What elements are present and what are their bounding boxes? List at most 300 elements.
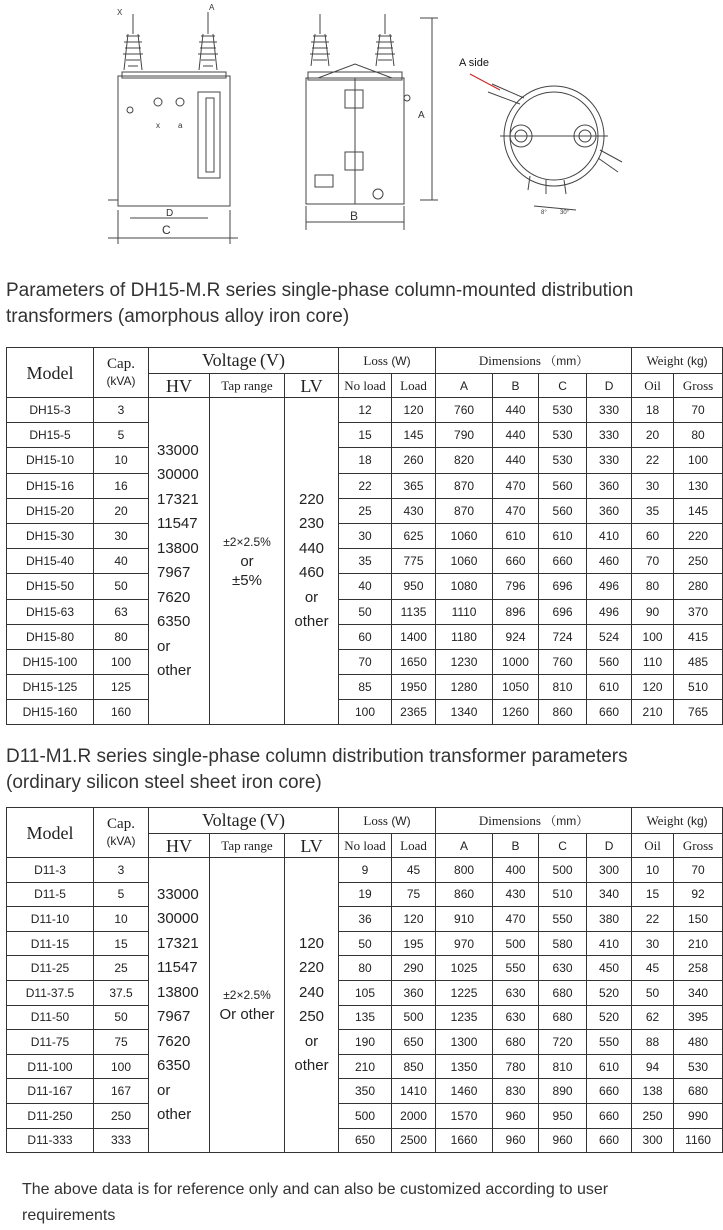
header-lv: LV [285, 834, 339, 858]
header-cap-label: Cap. [107, 816, 135, 832]
table-row [7, 675, 723, 700]
header-voltage-label: Voltage [202, 809, 257, 830]
cell-oil-weight: 94 [632, 1054, 674, 1079]
cell-gross-weight: 340 [674, 980, 723, 1005]
cell-dim-c: 630 [539, 956, 587, 981]
cell-gross-weight: 145 [674, 498, 723, 523]
table-row [7, 980, 723, 1005]
header-loss [339, 348, 436, 374]
cell-tap-range [210, 398, 285, 725]
cell-dim-b: 440 [493, 398, 539, 423]
cell-dim-c: 530 [539, 398, 587, 423]
header-no-load: No load [339, 834, 392, 858]
cell-load-loss: 360 [392, 980, 436, 1005]
cell-oil-weight: 18 [632, 398, 674, 423]
cell-dim-d: 410 [587, 523, 632, 548]
header-gross: Gross [674, 374, 723, 398]
cell-dim-d: 520 [587, 1005, 632, 1030]
cell-dim-c: 610 [539, 523, 587, 548]
table-row [7, 1054, 723, 1079]
header-dimensions [436, 348, 632, 374]
cell-model: D11-3 [7, 858, 94, 883]
cell-capacity: 25 [94, 956, 149, 981]
cell-capacity: 333 [94, 1128, 149, 1153]
cell-load-loss: 625 [392, 523, 436, 548]
cell-dim-b: 1050 [493, 675, 539, 700]
cell-load-loss: 365 [392, 473, 436, 498]
cell-dim-d: 524 [587, 624, 632, 649]
cell-dim-a: 1235 [436, 1005, 493, 1030]
cell-oil-weight: 60 [632, 523, 674, 548]
cell-oil-weight: 22 [632, 907, 674, 932]
cell-model: D11-75 [7, 1030, 94, 1055]
cell-dim-d: 380 [587, 907, 632, 932]
front-label-x-lower: x [156, 121, 160, 130]
table-row [7, 1005, 723, 1030]
side-dim-a: A [418, 110, 425, 121]
cell-dim-b: 630 [493, 980, 539, 1005]
cell-no-load-loss: 50 [339, 599, 392, 624]
header-hv: HV [149, 834, 210, 858]
cell-capacity: 30 [94, 523, 149, 548]
cell-dim-c: 810 [539, 1054, 587, 1079]
front-label-a: A [209, 3, 215, 12]
cell-capacity: 75 [94, 1030, 149, 1055]
cell-gross-weight: 210 [674, 931, 723, 956]
cell-gross-weight: 370 [674, 599, 723, 624]
header-weight-unit: (kg) [687, 353, 708, 368]
cell-hv-voltages-value: 7620 [157, 1032, 191, 1050]
cell-oil-weight: 100 [632, 624, 674, 649]
cell-no-load-loss: 80 [339, 956, 392, 981]
section-2-title: D11-M1.R series single-phase column distribution transformer parameters (ordinary silicon steel sheet iron core) [6, 746, 628, 793]
cell-dim-a: 1060 [436, 523, 493, 548]
cell-hv-voltages [149, 398, 210, 725]
cell-gross-weight: 92 [674, 882, 723, 907]
header-tap-range: Tap range [210, 374, 285, 398]
cell-model: DH15-3 [7, 398, 94, 423]
cell-lv-voltages-value: or [304, 588, 319, 606]
cell-dim-a: 1280 [436, 675, 493, 700]
cell-model: DH15-100 [7, 649, 94, 674]
table-row [7, 649, 723, 674]
cell-hv-voltages-value: 17321 [157, 490, 199, 508]
cell-no-load-loss: 15 [339, 423, 392, 448]
cell-model: DH15-10 [7, 448, 94, 473]
cell-hv-voltages-value: 33000 [157, 885, 199, 903]
cell-lv-voltages-value: 240 [298, 983, 325, 1001]
cell-no-load-loss: 650 [339, 1128, 392, 1153]
cell-oil-weight: 70 [632, 549, 674, 574]
cell-dim-b: 610 [493, 523, 539, 548]
transformer-drawings [0, 0, 710, 262]
cell-capacity: 40 [94, 549, 149, 574]
cell-load-loss: 260 [392, 448, 436, 473]
header-dimensions-label: Dimensions [478, 352, 541, 368]
cell-dim-a: 1060 [436, 549, 493, 574]
cell-dim-a: 1230 [436, 649, 493, 674]
cell-dim-c: 960 [539, 1128, 587, 1153]
cell-dim-d: 450 [587, 956, 632, 981]
cell-no-load-loss: 9 [339, 858, 392, 883]
cell-dim-c: 860 [539, 700, 587, 725]
cell-no-load-loss: 500 [339, 1103, 392, 1128]
cell-no-load-loss: 12 [339, 398, 392, 423]
cell-oil-weight: 210 [632, 700, 674, 725]
side-view-drawing [306, 14, 438, 230]
cell-load-loss: 850 [392, 1054, 436, 1079]
cell-capacity: 10 [94, 907, 149, 932]
table-row [7, 1079, 723, 1104]
cell-dim-c: 680 [539, 980, 587, 1005]
footnote: The above data is for reference only and can also be customized according to user requirements [22, 1181, 609, 1224]
cell-oil-weight: 20 [632, 423, 674, 448]
cell-gross-weight: 258 [674, 956, 723, 981]
cell-dim-d: 496 [587, 599, 632, 624]
cell-no-load-loss: 135 [339, 1005, 392, 1030]
cell-hv-voltages [149, 858, 210, 1153]
cell-dim-d: 300 [587, 858, 632, 883]
cell-load-loss: 2500 [392, 1128, 436, 1153]
cell-gross-weight: 480 [674, 1030, 723, 1055]
cell-dim-a: 1340 [436, 700, 493, 725]
table-row [7, 398, 723, 423]
header-oil: Oil [632, 834, 674, 858]
cell-lv-voltages-value: 220 [298, 490, 325, 508]
cell-dim-b: 680 [493, 1030, 539, 1055]
cell-no-load-loss: 85 [339, 675, 392, 700]
dh15-table-body [7, 398, 723, 725]
cell-dim-d: 610 [587, 1054, 632, 1079]
cell-dim-d: 410 [587, 931, 632, 956]
cell-dim-a: 1300 [436, 1030, 493, 1055]
cell-dim-d: 520 [587, 980, 632, 1005]
cell-capacity: 37.5 [94, 980, 149, 1005]
cell-no-load-loss: 100 [339, 700, 392, 725]
header-oil: Oil [632, 374, 674, 398]
cell-dim-a: 820 [436, 448, 493, 473]
cell-oil-weight: 50 [632, 980, 674, 1005]
top-label-angle-1: 8° [541, 210, 547, 216]
cell-dim-c: 530 [539, 448, 587, 473]
cell-lv-voltages [285, 858, 339, 1153]
table-row [7, 624, 723, 649]
cell-dim-c: 500 [539, 858, 587, 883]
header-cap-label: Cap. [107, 356, 135, 372]
header-voltage [149, 808, 339, 834]
cell-no-load-loss: 30 [339, 523, 392, 548]
table-row [7, 858, 723, 883]
cell-model: D11-167 [7, 1079, 94, 1104]
cell-dim-b: 440 [493, 423, 539, 448]
cell-hv-voltages-value: or [157, 637, 171, 655]
cell-dim-c: 696 [539, 599, 587, 624]
cell-gross-weight: 990 [674, 1103, 723, 1128]
table-row [7, 1103, 723, 1128]
cell-dim-b: 960 [493, 1103, 539, 1128]
cell-dim-d: 330 [587, 423, 632, 448]
cell-capacity: 3 [94, 398, 149, 423]
header-model: Model [7, 348, 94, 398]
cell-model: DH15-40 [7, 549, 94, 574]
cell-no-load-loss: 35 [339, 549, 392, 574]
header-voltage [149, 348, 339, 374]
table-row [7, 549, 723, 574]
cell-lv-voltages-value: 440 [298, 539, 325, 557]
header-dim-b: B [493, 834, 539, 858]
top-view-drawing [470, 74, 622, 210]
cell-capacity: 63 [94, 599, 149, 624]
cell-hv-voltages-value: 6350 [157, 613, 191, 631]
cell-dim-d: 660 [587, 1128, 632, 1153]
header-load: Load [392, 834, 436, 858]
cell-tap-range-value: ±2×2.5% [223, 988, 271, 1003]
table-row [7, 700, 723, 725]
cell-load-loss: 195 [392, 931, 436, 956]
cell-no-load-loss: 50 [339, 931, 392, 956]
cell-model: DH15-160 [7, 700, 94, 725]
cell-tap-range-value: or [240, 552, 254, 570]
cell-dim-b: 780 [493, 1054, 539, 1079]
cell-dim-d: 460 [587, 549, 632, 574]
cell-model: DH15-16 [7, 473, 94, 498]
cell-dim-c: 550 [539, 907, 587, 932]
cell-dim-c: 720 [539, 1030, 587, 1055]
cell-model: D11-50 [7, 1005, 94, 1030]
cell-tap-range-value: ±5% [232, 571, 262, 589]
cell-capacity: 250 [94, 1103, 149, 1128]
cell-no-load-loss: 350 [339, 1079, 392, 1104]
cell-hv-voltages-value: 30000 [157, 910, 199, 928]
cell-lv-voltages-value: 250 [298, 1008, 325, 1026]
cell-hv-voltages-value: 7967 [157, 1008, 191, 1026]
cell-no-load-loss: 18 [339, 448, 392, 473]
cell-dim-a: 1225 [436, 980, 493, 1005]
cell-dim-c: 560 [539, 473, 587, 498]
header-dim-a: A [436, 374, 493, 398]
header-dim-b: B [493, 374, 539, 398]
cell-dim-a: 790 [436, 423, 493, 448]
header-loss [339, 808, 436, 834]
cell-hv-voltages-value: 30000 [157, 466, 199, 484]
cell-model: D11-10 [7, 907, 94, 932]
cell-gross-weight: 220 [674, 523, 723, 548]
cell-dim-a: 860 [436, 882, 493, 907]
cell-gross-weight: 150 [674, 907, 723, 932]
cell-dim-c: 680 [539, 1005, 587, 1030]
cell-gross-weight: 80 [674, 423, 723, 448]
cell-gross-weight: 765 [674, 700, 723, 725]
cell-no-load-loss: 105 [339, 980, 392, 1005]
section-1-title: Parameters of DH15-M.R series single-phase column-mounted distribution transformers (amorphous alloy iron core) [6, 280, 634, 327]
cell-tap-range-value: ±2×2.5% [223, 534, 271, 549]
cell-no-load-loss: 190 [339, 1030, 392, 1055]
header-loss-unit: (W) [391, 353, 411, 368]
header-loss-unit: (W) [391, 813, 411, 828]
cell-hv-voltages-value: 7967 [157, 564, 191, 582]
cell-dim-b: 470 [493, 907, 539, 932]
cell-oil-weight: 110 [632, 649, 674, 674]
cell-lv-voltages-value: 230 [298, 515, 325, 533]
header-dim-d: D [587, 834, 632, 858]
cell-capacity: 10 [94, 448, 149, 473]
cell-capacity: 80 [94, 624, 149, 649]
cell-model: DH15-63 [7, 599, 94, 624]
header-weight-label: Weight [646, 352, 684, 368]
cell-dim-a: 1180 [436, 624, 493, 649]
cell-model: D11-5 [7, 882, 94, 907]
header-cap-unit: (kVA) [106, 374, 136, 388]
cell-hv-voltages-value: 13800 [157, 539, 199, 557]
cell-load-loss: 1650 [392, 649, 436, 674]
cell-dim-b: 440 [493, 448, 539, 473]
header-cap [94, 808, 149, 858]
header-load: Load [392, 374, 436, 398]
header-voltage-label: Voltage [202, 349, 257, 370]
cell-hv-voltages-value: 11547 [157, 515, 198, 533]
cell-model: D11-15 [7, 931, 94, 956]
cell-hv-voltages-value: 13800 [157, 983, 199, 1001]
header-hv: HV [149, 374, 210, 398]
cell-oil-weight: 300 [632, 1128, 674, 1153]
cell-lv-voltages-value: 120 [298, 934, 325, 952]
cell-dim-b: 500 [493, 931, 539, 956]
header-dim-a: A [436, 834, 493, 858]
cell-lv-voltages-value: 220 [298, 959, 325, 977]
cell-dim-c: 760 [539, 649, 587, 674]
header-weight-label: Weight [646, 812, 684, 828]
cell-dim-b: 660 [493, 549, 539, 574]
cell-gross-weight: 530 [674, 1054, 723, 1079]
cell-gross-weight: 415 [674, 624, 723, 649]
header-loss-label: Loss [363, 812, 388, 828]
cell-lv-voltages-value: other [294, 613, 329, 631]
cell-hv-voltages-value: or [157, 1081, 171, 1099]
cell-dim-b: 896 [493, 599, 539, 624]
d11-table-body [7, 858, 723, 1153]
cell-gross-weight: 485 [674, 649, 723, 674]
header-loss-label: Loss [363, 352, 388, 368]
table-row [7, 1128, 723, 1153]
cell-no-load-loss: 25 [339, 498, 392, 523]
cell-model: D11-250 [7, 1103, 94, 1128]
front-dim-c: C [162, 223, 171, 237]
cell-dim-c: 810 [539, 675, 587, 700]
side-dim-b: B [350, 209, 359, 223]
cell-dim-d: 360 [587, 498, 632, 523]
header-dimensions-unit: （mm） [544, 813, 589, 828]
cell-load-loss: 1135 [392, 599, 436, 624]
header-cap [94, 348, 149, 398]
cell-oil-weight: 22 [632, 448, 674, 473]
cell-capacity: 125 [94, 675, 149, 700]
cell-model: DH15-50 [7, 574, 94, 599]
cell-dim-c: 530 [539, 423, 587, 448]
cell-model: DH15-80 [7, 624, 94, 649]
cell-gross-weight: 70 [674, 858, 723, 883]
cell-no-load-loss: 36 [339, 907, 392, 932]
cell-dim-d: 660 [587, 700, 632, 725]
cell-dim-a: 1660 [436, 1128, 493, 1153]
cell-oil-weight: 88 [632, 1030, 674, 1055]
cell-dim-d: 330 [587, 398, 632, 423]
cell-oil-weight: 62 [632, 1005, 674, 1030]
cell-load-loss: 290 [392, 956, 436, 981]
table-row [7, 423, 723, 448]
header-dimensions-label: Dimensions [478, 812, 541, 828]
cell-hv-voltages-value: 33000 [157, 441, 199, 459]
cell-lv-voltages-value: or [304, 1032, 319, 1050]
cell-oil-weight: 90 [632, 599, 674, 624]
table-row [7, 931, 723, 956]
cell-oil-weight: 45 [632, 956, 674, 981]
cell-load-loss: 120 [392, 398, 436, 423]
table-row [7, 599, 723, 624]
cell-oil-weight: 10 [632, 858, 674, 883]
cell-dim-d: 330 [587, 448, 632, 473]
cell-load-loss: 1950 [392, 675, 436, 700]
top-label-a-side: A side [459, 57, 489, 69]
cell-dim-a: 910 [436, 907, 493, 932]
cell-dim-d: 660 [587, 1103, 632, 1128]
cell-gross-weight: 250 [674, 549, 723, 574]
cell-load-loss: 145 [392, 423, 436, 448]
cell-dim-b: 630 [493, 1005, 539, 1030]
cell-lv-voltages-value: other [294, 1057, 329, 1075]
table-row [7, 448, 723, 473]
cell-dim-a: 1570 [436, 1103, 493, 1128]
cell-dim-c: 560 [539, 498, 587, 523]
cell-load-loss: 500 [392, 1005, 436, 1030]
front-label-a-lower: a [178, 121, 183, 130]
cell-dim-a: 870 [436, 473, 493, 498]
cell-model: DH15-125 [7, 675, 94, 700]
cell-dim-b: 400 [493, 858, 539, 883]
cell-dim-a: 800 [436, 858, 493, 883]
cell-model: D11-100 [7, 1054, 94, 1079]
cell-gross-weight: 280 [674, 574, 723, 599]
cell-gross-weight: 70 [674, 398, 723, 423]
cell-model: DH15-30 [7, 523, 94, 548]
header-tap-range: Tap range [210, 834, 285, 858]
cell-dim-b: 924 [493, 624, 539, 649]
cell-gross-weight: 130 [674, 473, 723, 498]
cell-capacity: 100 [94, 649, 149, 674]
cell-load-loss: 75 [392, 882, 436, 907]
header-dim-c: C [539, 374, 587, 398]
cell-capacity: 100 [94, 1054, 149, 1079]
cell-dim-a: 970 [436, 931, 493, 956]
cell-model: D11-37.5 [7, 980, 94, 1005]
cell-gross-weight: 395 [674, 1005, 723, 1030]
table-row [7, 907, 723, 932]
cell-model: D11-333 [7, 1128, 94, 1153]
cell-oil-weight: 35 [632, 498, 674, 523]
table-row [7, 473, 723, 498]
cell-load-loss: 120 [392, 907, 436, 932]
header-no-load: No load [339, 374, 392, 398]
cell-load-loss: 1410 [392, 1079, 436, 1104]
front-dim-d: D [166, 208, 174, 219]
cell-dim-a: 1350 [436, 1054, 493, 1079]
cell-model: D11-25 [7, 956, 94, 981]
cell-tap-range-value: Or other [219, 1006, 275, 1024]
cell-no-load-loss: 22 [339, 473, 392, 498]
cell-dim-c: 660 [539, 549, 587, 574]
cell-hv-voltages-value: 17321 [157, 934, 199, 952]
cell-capacity: 20 [94, 498, 149, 523]
cell-dim-d: 496 [587, 574, 632, 599]
